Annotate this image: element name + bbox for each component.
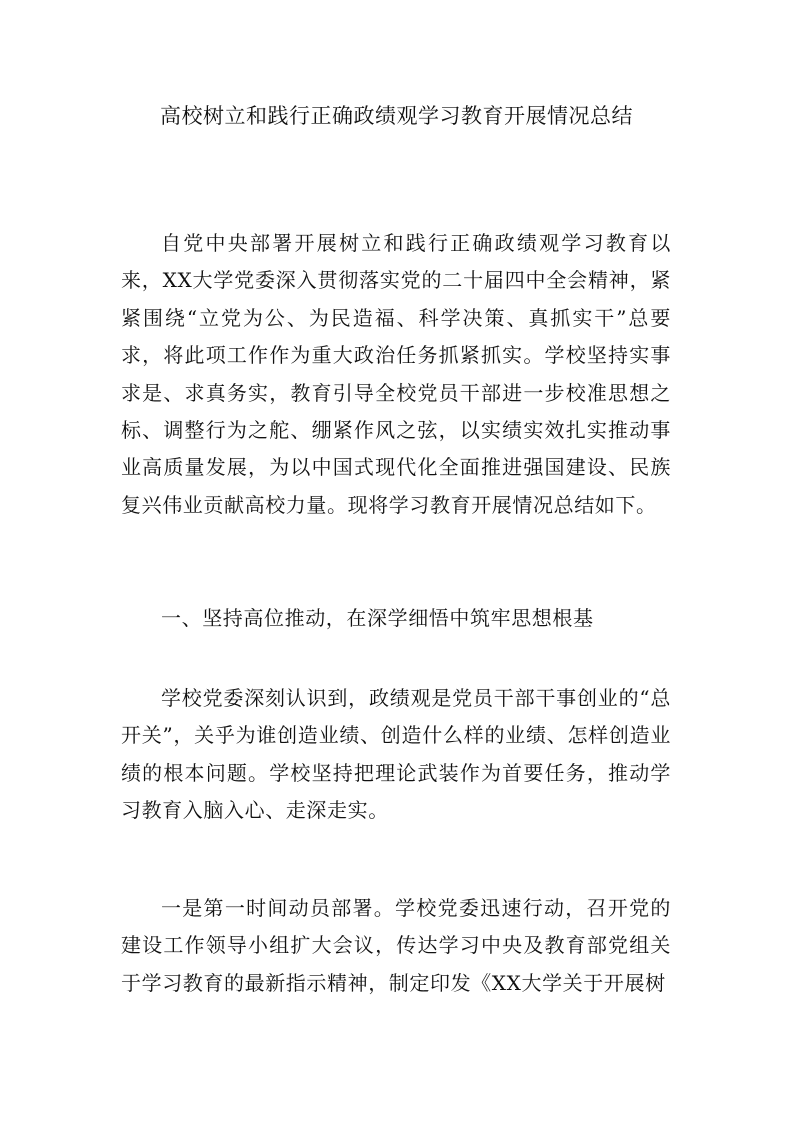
section-heading: 一、坚持高位推动，在深学细悟中筑牢思想根基 [161,606,594,630]
body-paragraph: 一是第一时间动员部署。学校党委迅速行动，召开党的建设工作领导小组扩大会议，传达学习中央及教育部党组关于学习教育的最新指示精神，制定印发《XX大学关于开展树 [121,896,671,995]
intro-paragraph: 自党中央部署开展树立和践行正确政绩观学习教育以来，XX大学党委深入贯彻落实党的二十届四中全会精神，紧紧围绕“立党为公、为民造福、科学决策、真抓实干”总要求，将此项工作作为重大政治任务抓紧抓实。学校坚持实事求是、求真务实，教育引导全校党员干部进一步校准思想之标、调整行为之舵、绷紧作风之弦，以实绩实效扎实推动事业高质量发展，为以中国式现代化全面推进强国建设、民族复兴伟业贡献高校力量。现将学习教育开展情况总结如下。 [121,231,671,517]
document-title: 高校树立和践行正确政绩观学习教育开展情况总结 [160,104,633,128]
body-paragraph: 学校党委深刻认识到，政绩观是党员干部干事创业的“总开关”，关乎为谁创造业绩、创造什么样的业绩、怎样创造业绩的根本问题。学校坚持把理论武装作为首要任务，推动学习教育入脑入心、走深走实。 [121,686,671,823]
